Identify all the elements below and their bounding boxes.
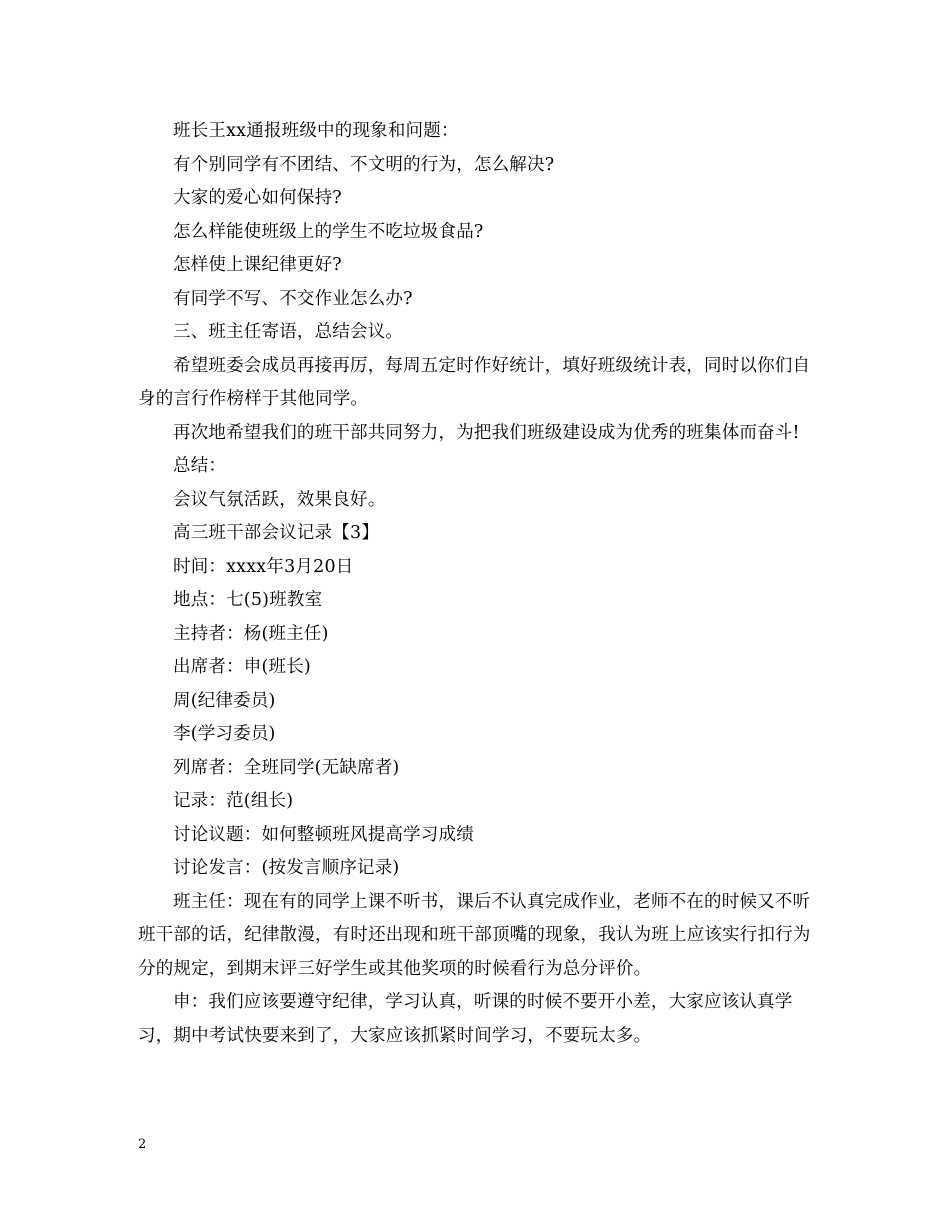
section-heading: 高三班干部会议记录【3】 xyxy=(173,523,380,543)
paragraph: 希望班委会成员再接再厉，每周五定时作好统计，填好班级统计表，同时以你们自身的言行作榜样于其他同学。 xyxy=(138,355,811,409)
paragraph: 会议气氛活跃，效果良好。 xyxy=(173,489,386,510)
meeting-attendee: 周(纪律委员) xyxy=(173,690,276,711)
paragraph: 怎么样能使班级上的学生不吃垃圾食品? xyxy=(173,221,484,242)
paragraph: 总结： xyxy=(173,456,227,476)
meeting-location: 地点：七(5)班教室 xyxy=(173,590,323,610)
page-number: 2 xyxy=(138,1137,147,1152)
meeting-time: 时间：xxxx年3月20日 xyxy=(173,556,354,577)
paragraph: 有同学不写、不交作业怎么办? xyxy=(173,288,413,309)
paragraph: 班长王xx通报班级中的现象和问题： xyxy=(173,121,459,141)
meeting-attendee: 李(学习委员) xyxy=(173,724,276,744)
meeting-recorder: 记录：范(组长) xyxy=(173,791,294,811)
section-heading: 三、班主任寄语，总结会议。 xyxy=(173,322,404,342)
paragraph: 大家的爱心如何保持? xyxy=(173,188,342,208)
meeting-attendee: 出席者：申(班长) xyxy=(173,657,311,677)
paragraph: 再次地希望我们的班干部共同努力，为把我们班级建设成为优秀的班集体而奋斗! xyxy=(173,422,800,443)
paragraph: 有个别同学有不团结、不文明的行为，怎么解决? xyxy=(173,154,555,175)
discussion-topic: 讨论议题：如何整顿班风提高学习成绩 xyxy=(173,824,474,845)
meeting-host: 主持者：杨(班主任) xyxy=(173,623,329,644)
discussion-header: 讨论发言：(按发言顺序记录) xyxy=(173,858,400,878)
document-body xyxy=(138,115,813,1053)
paragraph: 申：我们应该要遵守纪律，学习认真，听课的时候不要开小差，大家应该认真学习，期中考试快要来到了，大家应该抓紧时间学习，不要玩太多。 xyxy=(138,992,793,1046)
paragraph: 班主任：现在有的同学上课不听书，课后不认真完成作业，老师不在的时候又不听班干部的话，纪律散漫，有时还出现和班干部顶嘴的现象，我认为班上应该实行扣行为分的规定，到期末评三好学生或其他奖项的时候看行为总分评价。 xyxy=(138,891,811,979)
paragraph: 怎样使上课纪律更好? xyxy=(173,255,342,275)
meeting-observers: 列席者：全班同学(无缺席者) xyxy=(173,757,400,778)
